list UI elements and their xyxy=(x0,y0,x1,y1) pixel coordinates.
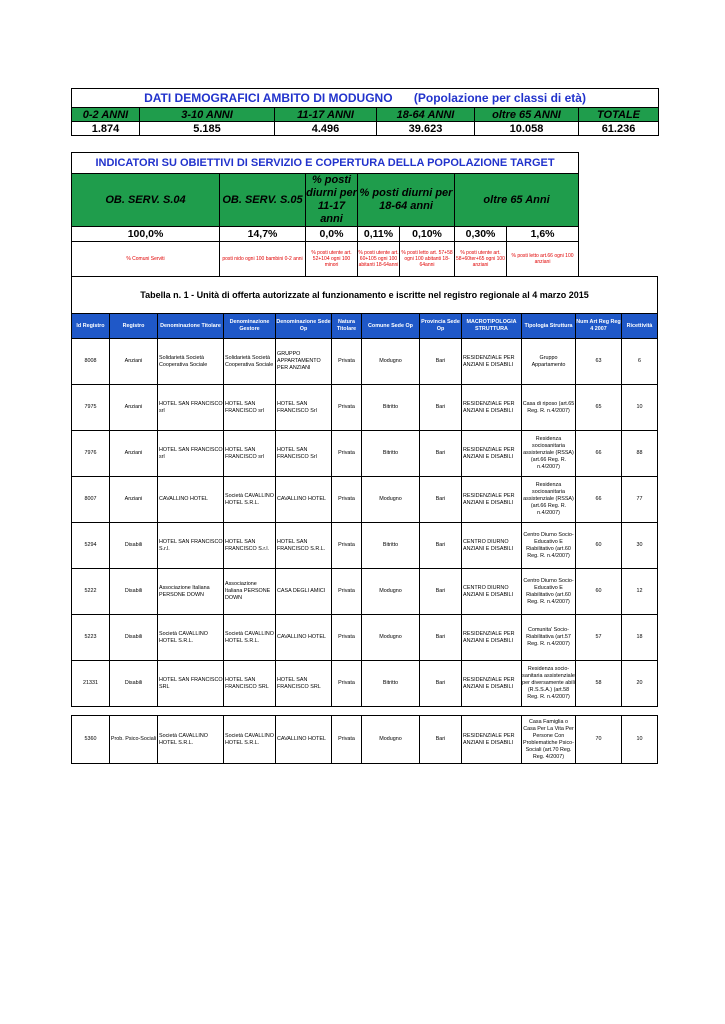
provincia-sede-cell: Bari xyxy=(420,615,462,661)
denominazione-titolare-cell: Associazione Italiana PERSONE DOWN xyxy=(158,569,224,615)
indicator-value: 0,11% xyxy=(358,227,400,242)
ricettivita-cell: 12 xyxy=(622,569,658,615)
column-header: MACROTIPOLOGIA STRUTTURA xyxy=(462,314,522,339)
denominazione-gestore-cell: Solidarietà Società Cooperativa Sociale xyxy=(224,339,276,385)
comune-sede-cell: Modugno xyxy=(362,716,420,764)
ricettivita-cell: 88 xyxy=(622,431,658,477)
denominazione-gestore-cell: HOTEL SAN FRANCISCO S.r.l. xyxy=(224,523,276,569)
class-header: TOTALE xyxy=(579,108,659,122)
denominazione-sede-cell: GRUPPO APPARTAMENTO PER ANZIANI xyxy=(276,339,332,385)
denominazione-titolare-cell: CAVALLINO HOTEL xyxy=(158,477,224,523)
indicator-note: % posti letto art.66 ogni 100 anziani xyxy=(507,242,579,277)
tabella1-body xyxy=(72,339,658,707)
indicator-header: % posti diurni per 11-17 anni xyxy=(306,174,357,225)
denominazione-gestore-cell: HOTEL SAN FRANCISCO SRL xyxy=(224,661,276,707)
natura-titolare-cell: Privata xyxy=(332,477,362,523)
class-value: 10.058 xyxy=(475,122,579,136)
indicator-note: % posti utente art. 52+104 ogni 100 minori xyxy=(306,242,358,277)
denominazione-gestore-cell: Società CAVALLINO HOTEL S.R.L. xyxy=(224,716,276,764)
column-header: Comune Sede Op xyxy=(362,314,420,339)
provincia-sede-cell: Bari xyxy=(420,569,462,615)
denominazione-titolare-cell: Società CAVALLINO HOTEL S.R.L. xyxy=(158,615,224,661)
denominazione-sede-cell: CAVALLINO HOTEL xyxy=(276,477,332,523)
tipologia-struttura-cell: Residenza socio-sanitaria assistenziale per diversamente abili (R.S.S.A.) (art.58 Reg. R. n.4/2007) xyxy=(522,661,576,707)
demografici-value-row xyxy=(72,122,659,136)
num-art-reg-cell: 66 xyxy=(576,431,622,477)
tipologia-struttura-cell: Casa di riposo (art.65 Reg. R. n.4/2007) xyxy=(522,385,576,431)
natura-titolare-cell: Privata xyxy=(332,523,362,569)
num-art-reg-cell: 65 xyxy=(576,385,622,431)
table-row xyxy=(72,477,658,523)
id-registro-cell: 5294 xyxy=(72,523,110,569)
comune-sede-cell: Modugno xyxy=(362,339,420,385)
tipologia-struttura-cell: Centro Diurno Socio-Educativo E Riabilitativo (art.60 Reg. R. n.4/2007) xyxy=(522,523,576,569)
column-header: Denominazione Sede Op xyxy=(276,314,332,339)
tabella2-body xyxy=(72,716,658,764)
provincia-sede-cell: Bari xyxy=(420,477,462,523)
denominazione-sede-cell: CAVALLINO HOTEL xyxy=(276,615,332,661)
table-row xyxy=(72,431,658,477)
macrotipologia-cell: RESIDENZIALE PER ANZIANI E DISABILI xyxy=(462,661,522,707)
comune-sede-cell: Bitritto xyxy=(362,523,420,569)
provincia-sede-cell: Bari xyxy=(420,339,462,385)
id-registro-cell: 7975 xyxy=(72,385,110,431)
class-header: 0-2 ANNI xyxy=(72,108,140,122)
id-registro-cell: 8007 xyxy=(72,477,110,523)
id-registro-cell: 21331 xyxy=(72,661,110,707)
indicator-note: % Comuni Serviti xyxy=(72,242,220,277)
denominazione-sede-cell: HOTEL SAN FRANCISCO Srl xyxy=(276,385,332,431)
denominazione-gestore-cell: Associazione Italiana PERSONE DOWN xyxy=(224,569,276,615)
provincia-sede-cell: Bari xyxy=(420,431,462,477)
denominazione-sede-cell: CASA DEGLI AMICI xyxy=(276,569,332,615)
ricettivita-cell: 10 xyxy=(622,716,658,764)
table-row xyxy=(72,661,658,707)
num-art-reg-cell: 58 xyxy=(576,661,622,707)
column-header: Tipologia Struttura xyxy=(522,314,576,339)
indicatori-title: INDICATORI SU OBIETTIVI DI SERVIZIO E COPERTURA DELLA POPOLAZIONE TARGET xyxy=(72,153,579,174)
tipologia-struttura-cell: Gruppo Appartamento xyxy=(522,339,576,385)
comune-sede-cell: Bitritto xyxy=(362,431,420,477)
macrotipologia-cell: RESIDENZIALE PER ANZIANI E DISABILI xyxy=(462,431,522,477)
indicatori-header-row xyxy=(72,174,579,227)
indicatori-note-row xyxy=(72,242,579,277)
indicator-header: OB. SERV. S.05 xyxy=(220,174,306,227)
denominazione-sede-cell: HOTEL SAN FRANCISCO Srl xyxy=(276,431,332,477)
registro-cell: Disabili xyxy=(110,661,158,707)
registro-cell: Anziani xyxy=(110,477,158,523)
indicatori-table xyxy=(71,152,579,277)
table-row xyxy=(72,339,658,385)
indicator-header: oltre 65 Anni xyxy=(455,174,579,227)
id-registro-cell: 5360 xyxy=(72,716,110,764)
indicator-value: 14,7% xyxy=(220,227,306,242)
tabella1-title: Tabella n. 1 - Unità di offerta autorizzate al funzionamento e iscritte nel registro regionale al 4 marzo 2015 xyxy=(72,277,658,314)
macrotipologia-cell: RESIDENZIALE PER ANZIANI E DISABILI xyxy=(462,385,522,431)
tipologia-struttura-cell: Casa Famiglia o Casa Per La Vita Per Persone Con Problematiche Psico-Sociali (art.70 Reg. Reg. 4/2007) xyxy=(522,716,576,764)
class-value: 4.496 xyxy=(275,122,377,136)
indicator-value: 0,0% xyxy=(306,227,358,242)
natura-titolare-cell: Privata xyxy=(332,569,362,615)
table-row xyxy=(72,615,658,661)
column-header: Denominazione Gestore xyxy=(224,314,276,339)
indicator-value: 1,6% xyxy=(507,227,579,242)
indicator-note: posti nido ogni 100 bambini 0-2 anni xyxy=(220,242,306,277)
indicator-value: 100,0% xyxy=(72,227,220,242)
macrotipologia-cell: RESIDENZIALE PER ANZIANI E DISABILI xyxy=(462,339,522,385)
demografici-header-row xyxy=(72,108,659,122)
num-art-reg-cell: 70 xyxy=(576,716,622,764)
indicator-header: OB. SERV. S.04 xyxy=(72,174,220,227)
provincia-sede-cell: Bari xyxy=(420,661,462,707)
denominazione-titolare-cell: HOTEL SAN FRANCISCO SRL xyxy=(158,661,224,707)
class-header: oltre 65 ANNI xyxy=(475,108,579,122)
comune-sede-cell: Modugno xyxy=(362,477,420,523)
column-header: Natura Titolare xyxy=(332,314,362,339)
demografici-table xyxy=(71,88,659,136)
provincia-sede-cell: Bari xyxy=(420,385,462,431)
provincia-sede-cell: Bari xyxy=(420,523,462,569)
denominazione-titolare-cell: Società CAVALLINO HOTEL S.R.L. xyxy=(158,716,224,764)
table-row xyxy=(72,569,658,615)
denominazione-sede-cell: HOTEL SAN FRANCISCO S.R.L. xyxy=(276,523,332,569)
comune-sede-cell: Bitritto xyxy=(362,661,420,707)
id-registro-cell: 5222 xyxy=(72,569,110,615)
tipologia-struttura-cell: Residenza sociosanitaria assistenziale (RSSA) (art.66 Reg. R. n.4/2007) xyxy=(522,431,576,477)
table-row xyxy=(72,523,658,569)
registro-cell: Prob. Psico-Sociali xyxy=(110,716,158,764)
id-registro-cell: 5223 xyxy=(72,615,110,661)
tipologia-struttura-cell: Comunita' Socio-Riabilitativa (art.57 Reg. R. n.4/2007) xyxy=(522,615,576,661)
macrotipologia-cell: CENTRO DIURNO ANZIANI E DISABILI xyxy=(462,569,522,615)
indicator-note: % posti utente art. 60+105 ogni 100 abitanti 18-64anni xyxy=(358,242,400,277)
provincia-sede-cell: Bari xyxy=(420,716,462,764)
column-header: Ricettività xyxy=(622,314,658,339)
demografici-subtitle: (Popolazione per classi di età) xyxy=(413,91,586,105)
denominazione-titolare-cell: HOTEL SAN FRANCISCO srl xyxy=(158,431,224,477)
tabella2-table xyxy=(71,715,658,764)
ricettivita-cell: 77 xyxy=(622,477,658,523)
class-value: 61.236 xyxy=(579,122,659,136)
macrotipologia-cell: RESIDENZIALE PER ANZIANI E DISABILI xyxy=(462,477,522,523)
demografici-title: DATI DEMOGRAFICI AMBITO DI MODUGNO xyxy=(144,91,393,105)
num-art-reg-cell: 57 xyxy=(576,615,622,661)
indicator-note: % posti letto art. 57+58 ogni 100 abitanti 18-64anni xyxy=(400,242,455,277)
ricettivita-cell: 18 xyxy=(622,615,658,661)
natura-titolare-cell: Privata xyxy=(332,716,362,764)
ricettivita-cell: 6 xyxy=(622,339,658,385)
column-header: Registro xyxy=(110,314,158,339)
tipologia-struttura-cell: Residenza sociosanitaria assistenziale (RSSA) (art.66 Reg. R. n.4/2007) xyxy=(522,477,576,523)
denominazione-titolare-cell: HOTEL SAN FRANCISCO S.r.l. xyxy=(158,523,224,569)
registro-cell: Anziani xyxy=(110,385,158,431)
comune-sede-cell: Bitritto xyxy=(362,385,420,431)
indicatori-value-row xyxy=(72,227,579,242)
tabella1-table xyxy=(71,276,658,707)
table-row xyxy=(72,385,658,431)
id-registro-cell: 8008 xyxy=(72,339,110,385)
class-value: 39.623 xyxy=(377,122,475,136)
demografici-title-cell xyxy=(72,89,659,108)
num-art-reg-cell: 60 xyxy=(576,569,622,615)
comune-sede-cell: Modugno xyxy=(362,615,420,661)
indicator-value: 0,10% xyxy=(400,227,455,242)
comune-sede-cell: Modugno xyxy=(362,569,420,615)
registro-cell: Disabili xyxy=(110,615,158,661)
denominazione-sede-cell: CAVALLINO HOTEL xyxy=(276,716,332,764)
natura-titolare-cell: Privata xyxy=(332,431,362,477)
denominazione-gestore-cell: Società CAVALLINO HOTEL S.R.L. xyxy=(224,477,276,523)
denominazione-gestore-cell: HOTEL SAN FRANCISCO srl xyxy=(224,385,276,431)
macrotipologia-cell: RESIDENZIALE PER ANZIANI E DISABILI xyxy=(462,716,522,764)
denominazione-gestore-cell: HOTEL SAN FRANCISCO srl xyxy=(224,431,276,477)
id-registro-cell: 7976 xyxy=(72,431,110,477)
registro-cell: Anziani xyxy=(110,339,158,385)
column-header: Provincia Sede Op xyxy=(420,314,462,339)
denominazione-titolare-cell: HOTEL SAN FRANCISCO srl xyxy=(158,385,224,431)
denominazione-gestore-cell: Società CAVALLINO HOTEL S.R.L. xyxy=(224,615,276,661)
class-value: 1.874 xyxy=(72,122,140,136)
class-header: 11-17 ANNI xyxy=(275,108,377,122)
indicator-note: % posti utente art. 58+60ter+65 ogni 100 anziani xyxy=(455,242,507,277)
column-header: Denominazione Titolare xyxy=(158,314,224,339)
class-header: 18-64 ANNI xyxy=(377,108,475,122)
registro-cell: Disabili xyxy=(110,523,158,569)
table-row xyxy=(72,716,658,764)
macrotipologia-cell: CENTRO DIURNO ANZIANI E DISABILI xyxy=(462,523,522,569)
denominazione-sede-cell: HOTEL SAN FRANCISCO SRL xyxy=(276,661,332,707)
class-value: 5.185 xyxy=(140,122,275,136)
denominazione-titolare-cell: Solidarietà Società Cooperativa Sociale xyxy=(158,339,224,385)
natura-titolare-cell: Privata xyxy=(332,339,362,385)
class-header: 3-10 ANNI xyxy=(140,108,275,122)
tipologia-struttura-cell: Centro Diurno Socio-Educativo E Riabilitativo (art.60 Reg. R. n.4/2007) xyxy=(522,569,576,615)
column-header: Id Registro xyxy=(72,314,110,339)
num-art-reg-cell: 66 xyxy=(576,477,622,523)
num-art-reg-cell: 63 xyxy=(576,339,622,385)
natura-titolare-cell: Privata xyxy=(332,385,362,431)
ricettivita-cell: 10 xyxy=(622,385,658,431)
natura-titolare-cell: Privata xyxy=(332,661,362,707)
registro-cell: Anziani xyxy=(110,431,158,477)
num-art-reg-cell: 60 xyxy=(576,523,622,569)
registro-cell: Disabili xyxy=(110,569,158,615)
indicator-header: % posti diurni per 18-64 anni xyxy=(358,174,455,227)
natura-titolare-cell: Privata xyxy=(332,615,362,661)
ricettivita-cell: 20 xyxy=(622,661,658,707)
ricettivita-cell: 30 xyxy=(622,523,658,569)
indicator-value: 0,30% xyxy=(455,227,507,242)
tabella1-header-row xyxy=(72,314,658,339)
column-header: Num Art Reg Reg 4 2007 xyxy=(576,314,622,339)
macrotipologia-cell: RESIDENZIALE PER ANZIANI E DISABILI xyxy=(462,615,522,661)
